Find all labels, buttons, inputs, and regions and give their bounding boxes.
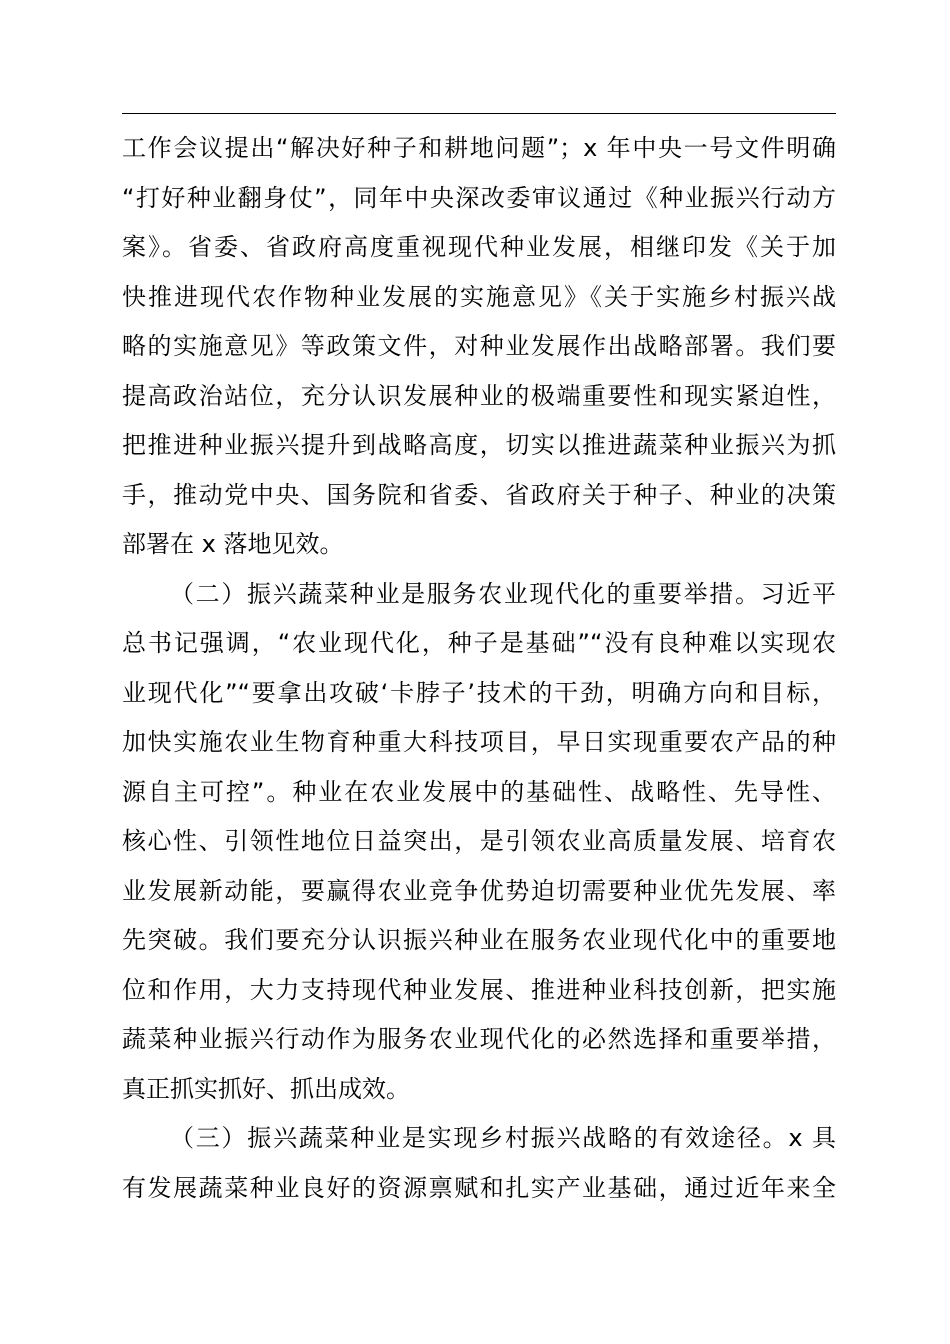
text-line: 真正抓实抓好、抓出成效。 — [122, 1074, 410, 1103]
text-line: 蔬菜种业振兴行动作为服务农业现代化的必然选择和重要举措， — [122, 1025, 836, 1053]
section-heading-line: （三）振兴蔬菜种业是实现乡村振兴战略的有效途径。x 具 — [170, 1124, 836, 1152]
text-line: 案》。省委、省政府高度重视现代种业发展，相继印发《关于加 — [122, 233, 836, 261]
text-line: 业现代化”“要拿出攻破‘卡脖子’技术的干劲，明确方向和目标， — [122, 678, 836, 707]
text-line: 工作会议提出“解决好种子和耕地问题”；x 年中央一号文件明确 — [122, 134, 836, 162]
text-line: 先突破。我们要充分认识振兴种业在服务农业现代化中的重要地 — [122, 926, 836, 954]
text-line: “打好种业翻身仗”，同年中央深改委审议通过《种业振兴行动方 — [122, 183, 836, 212]
text-line: 位和作用，大力支持现代种业发展、推进种业科技创新，把实施 — [122, 975, 836, 1004]
header-rule — [122, 113, 836, 114]
document-body — [122, 124, 836, 1213]
section-heading-line: （二）振兴蔬菜种业是服务农业现代化的重要举措。习近平 — [170, 579, 836, 608]
text-line: 快推进现代农作物种业发展的实施意见》《关于实施乡村振兴战 — [122, 282, 836, 311]
text-line: 源自主可控”。种业在农业发展中的基础性、战略性、先导性、 — [122, 777, 836, 806]
text-line: 部署在 x 落地见效。 — [122, 530, 344, 558]
text-line: 略的实施意见》等政策文件，对种业发展作出战略部署。我们要 — [122, 332, 836, 360]
text-line: 业发展新动能，要赢得农业竞争优势迫切需要种业优先发展、率 — [122, 876, 836, 905]
text-line: 把推进种业振兴提升到战略高度，切实以推进蔬菜种业振兴为抓 — [122, 431, 836, 459]
text-line: 提高政治站位，充分认识发展种业的极端重要性和现实紧迫性， — [122, 381, 836, 410]
text-line: 手，推动党中央、国务院和省委、省政府关于种子、种业的决策 — [122, 480, 836, 509]
text-line: 有发展蔬菜种业良好的资源禀赋和扎实产业基础，通过近年来全 — [122, 1173, 836, 1202]
text-line: 核心性、引领性地位日益突出，是引领农业高质量发展、培育农 — [122, 827, 836, 855]
text-line: 总书记强调，“农业现代化，种子是基础”“没有良种难以实现农 — [122, 629, 836, 657]
text-line: 加快实施农业生物育种重大科技项目，早日实现重要农产品的种 — [122, 728, 836, 756]
